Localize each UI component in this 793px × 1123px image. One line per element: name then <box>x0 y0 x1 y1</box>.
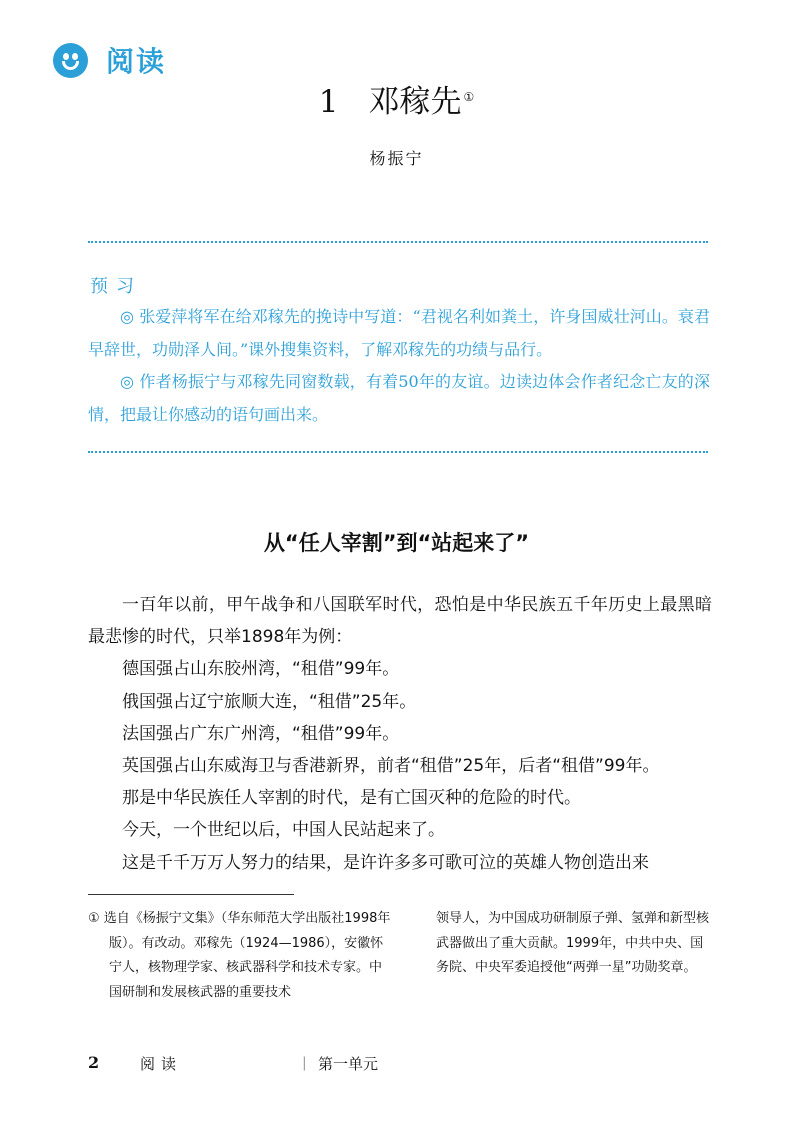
paragraph: 那是中华民族任人宰割的时代，是有亡国灭种的危险的时代。 <box>122 788 581 809</box>
footnote-text: ① 选自《杨振宁文集》（华东师范大学出版社1998年版）。有改动。邓稼先（1924—1986），安徽怀宁人，核物理学家、核武器科学和技术专家。中国研制和发展核武器的重要技术 <box>88 911 391 1000</box>
footnote-right <box>436 907 712 981</box>
footnote-text-continued: 领导人，为中国成功研制原子弹、氢弹和新型核武器做出了重大贡献。1999年，中共中央、国务院、中央军委追授他“两弹一星”功勋奖章。 <box>436 911 710 975</box>
preview-heading: 预习 <box>90 276 142 297</box>
body-text <box>88 589 712 879</box>
paragraph: 今天，一个世纪以后，中国人民站起来了。 <box>122 820 445 841</box>
paragraph: 德国强占山东胶州湾，“租借”99年。 <box>122 659 400 680</box>
footnote-mark[interactable]: ① <box>463 89 475 104</box>
preview-item: ◎ 张爱萍将军在给邓稼先的挽诗中写道：“君视名利如粪土，许身国威壮河山。衰君早辞世，功勋泽人间。”课外搜集资料，了解邓稼先的功绩与品行。 <box>88 307 710 359</box>
page-number: 2 <box>88 1053 100 1072</box>
footer-section: 阅读 <box>140 1055 183 1073</box>
footer-unit: 第一单元 <box>318 1055 379 1073</box>
footnote-rule <box>88 894 294 895</box>
author-name: 杨振宁 <box>369 149 424 168</box>
divider-top <box>88 241 708 243</box>
lesson-title <box>0 76 793 121</box>
preview-item: ◎ 作者杨振宁与邓稼先同窗数载，有着50年的友谊。边读边体会作者纪念亡友的深情，把最让你感动的语句画出来。 <box>88 372 710 424</box>
section-title: 从“任人宰割”到“站起来了” <box>263 531 530 555</box>
paragraph: 俄国强占辽宁旅顺大连，“租借”25年。 <box>122 691 417 712</box>
preview-box <box>88 301 710 431</box>
paragraph: 法国强占广东广州湾，“租借”99年。 <box>122 723 400 744</box>
footnote-left <box>88 907 393 1005</box>
divider-bottom <box>88 451 708 453</box>
paragraph: 这是千千万万人努力的结果，是许许多多可歌可泣的英雄人物创造出来 <box>122 852 649 873</box>
paragraph: 英国强占山东威海卫与香港新界，前者“租借”25年，后者“租借”99年。 <box>122 756 660 777</box>
section-label: 阅读 <box>106 45 167 78</box>
smiley-icon <box>53 43 88 78</box>
title-text: 邓稼先 <box>368 84 462 120</box>
footer-separator: | <box>302 1055 307 1071</box>
paragraph: 一百年以前，甲午战争和八国联军时代，恐怕是中华民族五千年历史上最黑暗最悲惨的时代，只举1898年为例： <box>88 595 712 648</box>
lesson-number: 1 <box>318 84 339 120</box>
